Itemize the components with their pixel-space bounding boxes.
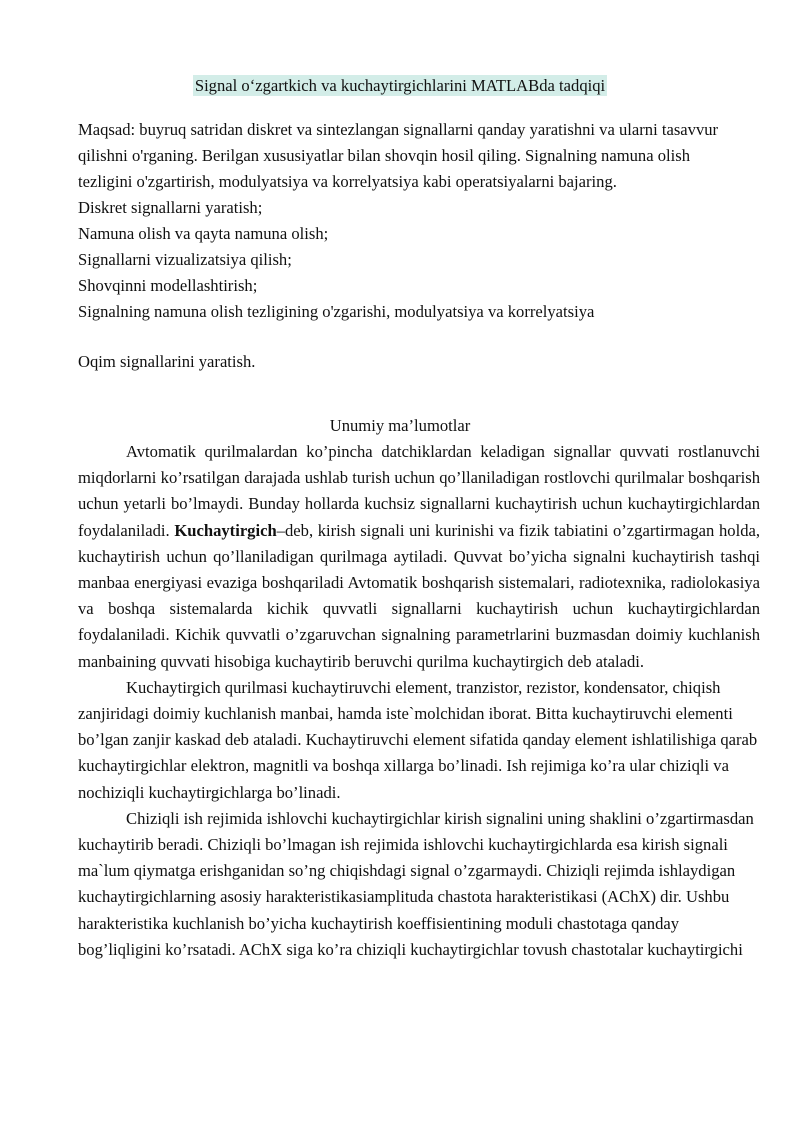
intro-item: Diskret signallarni yaratish; xyxy=(78,198,263,217)
paragraph-1 xyxy=(78,439,760,675)
intro-block xyxy=(78,117,738,325)
purpose-paragraph: Maqsad: buyruq satridan diskret va sintezlangan signallarni qanday yaratishni va ularni tasavvur qilishni o'rganing. Berilgan xususiyatlar bilan shovqin hosil qiling. Signalning namuna olish tezligini o'zgartirish, modulyatsiya va korrelyatsiya kabi operatsiyalarni bajaring. xyxy=(78,120,719,191)
section-heading: Unumiy ma’lumotlar xyxy=(329,416,471,435)
term-bold: Kuchaytirgich xyxy=(174,520,277,540)
intro-item: Namuna olish va qayta namuna olish; xyxy=(78,224,329,243)
paragraph-1-start: Avtomatik qurilmalardan ko’pincha datchiklardan keladigan signallar quvvati rostlanuvchi miqdorlarni ko’rsatilgan darajada ushlab turish uchun qo’llaniladigan rostlovchi qurilmalar boshqarish uchun yetarli bo’lmaydi. Bunday hollarda kuchsiz signallarni kuchaytirish uchun kuchaytirgichlardan foydalaniladi. xyxy=(78,442,760,540)
intro-item: Signallarni vizualizatsiya qilish; xyxy=(78,250,292,269)
paragraph-1-rest: –deb, kirish signali uni kurinishi va fizik tabiatini o’zgartirmagan holda, kuchaytirish uchun qo’llaniladigan qurilmaga aytiladi. Quvvat bo’yicha signalni kuchaytirish tashqi manbaa energiyasi evaziga boshqariladi Avtomatik boshqarish sistemalari, radiotexnika, radiolokasiya va boshqa sistemalarda kichik quvvatli signallarni kuchaytirish uchun kuchaytirgichlardan foydalaniladi. Kichik quvvatli o’zgaruvchan signalning parametrlarini buzmasdan doimiy kuchlanish manbaining quvvati hisobiga kuchaytirib beruvchi qurilma kuchaytirgich deb ataladi. xyxy=(78,520,761,671)
intro-item: Shovqinni modellashtirish; xyxy=(78,276,258,295)
body-text xyxy=(78,439,760,963)
document-title: Signal o‘zgartkich va kuchaytirgichlarini MATLABda tadqiqi xyxy=(194,76,606,95)
intro-last-line: Oqim signallarini yaratish. xyxy=(78,352,256,371)
title-line xyxy=(0,73,800,99)
intro-item: Signalning namuna olish tezligining o'zgarishi, modulyatsiya va korrelyatsiya xyxy=(78,302,595,321)
paragraph-2: Kuchaytirgich qurilmasi kuchaytiruvchi element, tranzistor, rezistor, kondensator, chiqish zanjiridagi doimiy kuchlanish manbai, hamda iste`molchidan iborat. Bitta kuchaytiruvchi elementi bo’lgan zanjir kaskad deb ataladi. Kuchaytiruvchi element sifatida qanday element ishlatilishiga qarab kuchaytirgichlar elektron, magnitli va boshqa xillarga bo’linadi. Ish rejimiga ko’ra ular chiziqli va nochiziqli kuchaytirgichlarga bo’linadi. xyxy=(78,677,758,802)
paragraph-3: Chiziqli ish rejimida ishlovchi kuchaytirgichlar kirish signalini uning shaklini o’zgartirmasdan kuchaytirib beradi. Chiziqli bo’lmagan ish rejimida ishlovchi kuchaytirgichlarda esa kirish signali ma`lum qiymatga erishganidan so’ng chiqishdagi signal o’zgarmaydi. Chiziqli rejimda ishlaydigan kuchaytirgichlarning asosiy harakteristikasiamplituda chastota harakteristikasi (AChX) dir. Ushbu harakteristika kuchlanish bo’yicha kuchaytirish koeffisientining moduli chastotaga qanday bog’liqligini ko’rsatadi. AChX siga ko’ra chiziqli kuchaytirgichlar tovush chastotalar kuchaytirgichi xyxy=(78,808,754,959)
